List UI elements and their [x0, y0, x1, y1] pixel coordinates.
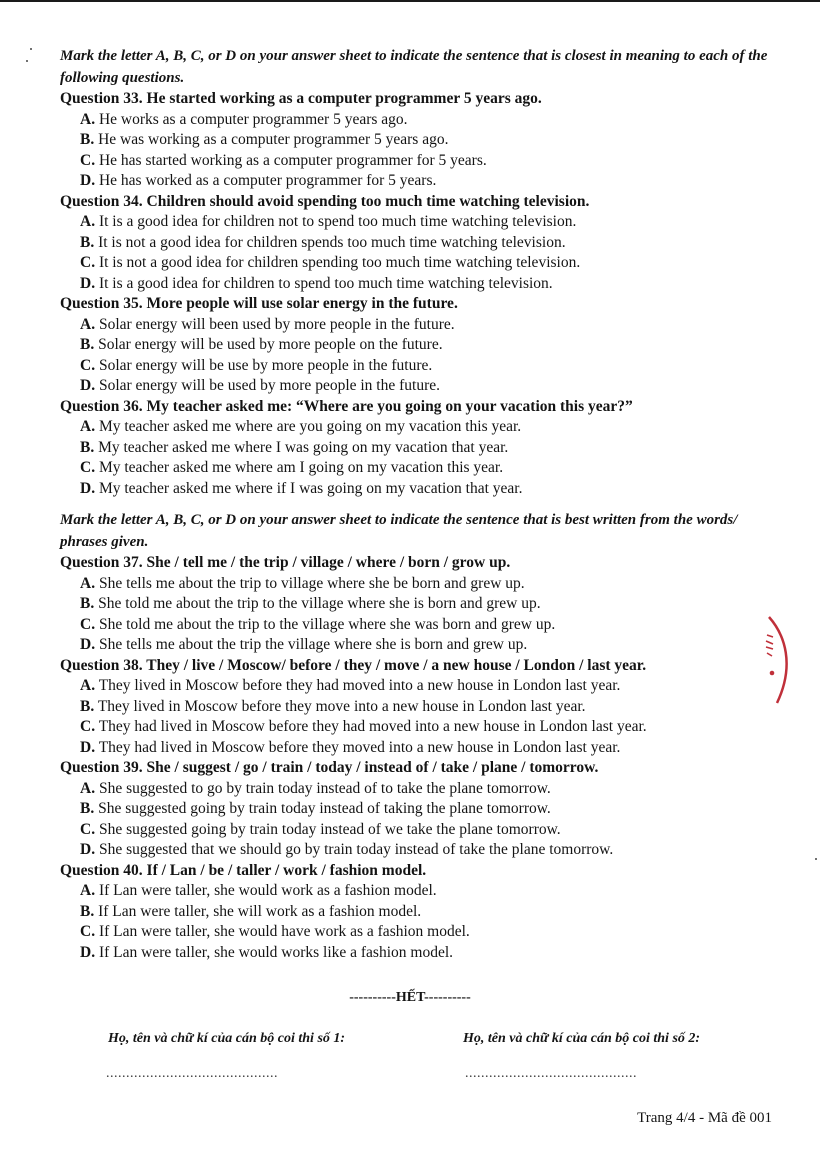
option-text: They lived in Moscow before they had moved into a new house in London last year.	[98, 677, 621, 694]
answer-option	[80, 881, 780, 902]
option-text: She suggested that we should go by train today instead of take the plane tomorrow.	[98, 841, 614, 858]
question-title: Question 34. Children should avoid spending too much time watching television.	[60, 192, 590, 210]
answer-option	[80, 171, 780, 192]
option-letter: C.	[80, 459, 96, 476]
question-title: Question 36. My teacher asked me: “Where are you going on your vacation this year?”	[60, 397, 633, 415]
option-text: Solar energy will be use by more people in the future.	[98, 356, 433, 374]
option-text: They lived in Moscow before they move into a new house in London last year.	[97, 697, 586, 715]
answer-option	[80, 697, 780, 718]
option-text: Solar energy will been used by more people in the future.	[98, 315, 455, 333]
answer-option	[80, 799, 780, 820]
option-letter: C.	[80, 151, 96, 169]
answer-option	[80, 130, 780, 151]
signature-line-2: ...........................................	[465, 1066, 637, 1081]
question-title: Question 33. He started working as a computer programmer 5 years ago.	[60, 90, 542, 107]
option-text: She tells me about the trip to village where she be born and grew up.	[98, 574, 525, 592]
answer-option	[80, 376, 780, 397]
answer-option	[80, 458, 780, 479]
option-text: She suggested going by train today instead of taking the plane tomorrow.	[98, 800, 551, 817]
option-letter: D.	[80, 172, 96, 189]
question-title: Question 35. More people will use solar energy in the future.	[60, 295, 458, 312]
option-letter: B.	[80, 233, 95, 251]
option-text: Solar energy will be used by more people in the future.	[98, 377, 441, 394]
question-title: Question 38. They / live / Moscow/ before / they / move / a new house / London / last year.	[60, 656, 647, 674]
answer-option	[80, 417, 780, 438]
answer-option	[80, 943, 780, 964]
signature-label-1: Họ, tên và chữ kí của cán bộ coi thi số 1:	[108, 1031, 346, 1046]
option-letter: B.	[80, 595, 95, 612]
answer-option	[80, 212, 780, 233]
option-text: My teacher asked me where am I going on my vacation this year.	[98, 459, 504, 476]
section1-questions	[60, 89, 780, 499]
answer-option	[80, 738, 780, 759]
section1-instruction: Mark the letter A, B, C, or D on your answer sheet to indicate the sentence that is closest in meaning to each of the following questions.	[60, 48, 768, 86]
option-letter: A.	[80, 677, 96, 694]
option-letter: C.	[80, 254, 96, 271]
answer-option	[80, 335, 780, 356]
option-text: He has worked as a computer programmer for 5 years.	[98, 172, 437, 189]
option-letter: B.	[80, 336, 95, 353]
option-letter: C.	[80, 615, 96, 633]
option-text: My teacher asked me where are you going on my vacation this year.	[98, 418, 522, 435]
option-text: She told me about the trip to the village where she was born and grew up.	[98, 615, 556, 633]
top-border-line	[0, 0, 820, 2]
option-letter: C.	[80, 718, 96, 735]
option-text: She told me about the trip to the village where she is born and grew up.	[98, 595, 541, 612]
scan-speck	[815, 858, 817, 860]
option-letter: A.	[80, 213, 96, 230]
option-letter: B.	[80, 800, 95, 817]
option-letter: D.	[80, 274, 96, 292]
option-letter: D.	[80, 636, 96, 653]
section2-questions	[60, 553, 780, 963]
option-letter: D.	[80, 943, 96, 961]
option-letter: D.	[80, 841, 96, 858]
answer-option	[80, 820, 780, 841]
option-text: It is a good idea for children to spend too much time watching television.	[98, 274, 553, 292]
option-text: If Lan were taller, she would have work as a fashion model.	[98, 923, 470, 940]
option-text: He has started working as a computer programmer for 5 years.	[98, 151, 487, 169]
answer-option	[80, 110, 780, 131]
answer-option	[80, 479, 780, 500]
answer-option	[80, 151, 780, 172]
option-letter: B.	[80, 902, 95, 920]
option-letter: D.	[80, 377, 96, 394]
question-title: Question 39. She / suggest / go / train / today / instead of / take / plane / tomorrow.	[60, 759, 599, 776]
option-letter: C.	[80, 923, 96, 940]
section2-instruction: Mark the letter A, B, C, or D on your answer sheet to indicate the sentence that is best written from the words/ phrases given.	[60, 512, 738, 550]
answer-option	[80, 233, 780, 254]
answer-option	[80, 717, 780, 738]
question-title: Question 40. If / Lan / be / taller / work / fashion model.	[60, 861, 427, 879]
answer-option	[80, 253, 780, 274]
option-letter: A.	[80, 315, 96, 333]
signature-line-1: ...........................................	[106, 1066, 278, 1081]
option-letter: D.	[80, 738, 96, 756]
option-text: They had lived in Moscow before they moved into a new house in London last year.	[98, 738, 621, 756]
option-text: They had lived in Moscow before they had moved into a new house in London last year.	[98, 718, 647, 735]
option-letter: A.	[80, 110, 96, 128]
answer-option	[80, 615, 780, 636]
option-letter: A.	[80, 418, 96, 435]
option-text: My teacher asked me where if I was going on my vacation that year.	[98, 479, 523, 497]
option-text: If Lan were taller, she would works like a fashion model.	[98, 943, 454, 961]
red-stamp-mark	[755, 615, 795, 705]
answer-option	[80, 922, 780, 943]
option-letter: B.	[80, 438, 95, 456]
option-letter: B.	[80, 131, 95, 148]
option-text: If Lan were taller, she will work as a fashion model.	[98, 902, 422, 920]
option-text: He was working as a computer programmer 5 years ago.	[98, 131, 449, 148]
end-mark: ----------HẾT----------	[349, 990, 471, 1005]
question-title: Question 37. She / tell me / the trip / village / where / born / grow up.	[60, 554, 511, 571]
page-footer: Trang 4/4 - Mã đề 001	[637, 1110, 772, 1126]
option-letter: A.	[80, 574, 96, 592]
answer-option	[80, 676, 780, 697]
option-text: It is a good idea for children not to spend too much time watching television.	[98, 213, 577, 230]
option-text: It is not a good idea for children spending too much time watching television.	[98, 254, 581, 271]
option-text: It is not a good idea for children spends too much time watching television.	[98, 233, 566, 251]
option-text: She suggested to go by train today instead of to take the plane tomorrow.	[98, 779, 551, 797]
option-letter: A.	[80, 779, 96, 797]
exam-page	[60, 45, 780, 963]
option-text: If Lan were taller, she would work as a fashion model.	[98, 882, 437, 899]
option-letter: A.	[80, 882, 96, 899]
signature-label-2: Họ, tên và chữ kí của cán bộ coi thi số 2:	[463, 1031, 701, 1046]
option-letter: C.	[80, 820, 96, 838]
answer-option	[80, 840, 780, 861]
scan-speck	[26, 60, 28, 62]
option-letter: D.	[80, 479, 96, 497]
answer-option	[80, 635, 780, 656]
answer-option	[80, 438, 780, 459]
option-text: Solar energy will be used by more people on the future.	[98, 336, 443, 353]
scan-speck	[30, 48, 32, 50]
answer-option	[80, 594, 780, 615]
option-text: He works as a computer programmer 5 years ago.	[98, 110, 408, 128]
answer-option	[80, 574, 780, 595]
answer-option	[80, 315, 780, 336]
option-letter: C.	[80, 356, 96, 374]
option-letter: B.	[80, 697, 95, 715]
option-text: My teacher asked me where I was going on my vacation that year.	[98, 438, 509, 456]
option-text: She tells me about the trip the village where she is born and grew up.	[98, 636, 528, 653]
answer-option	[80, 902, 780, 923]
answer-option	[80, 779, 780, 800]
option-text: She suggested going by train today instead of we take the plane tomorrow.	[98, 820, 561, 838]
answer-option	[80, 274, 780, 295]
answer-option	[80, 356, 780, 377]
